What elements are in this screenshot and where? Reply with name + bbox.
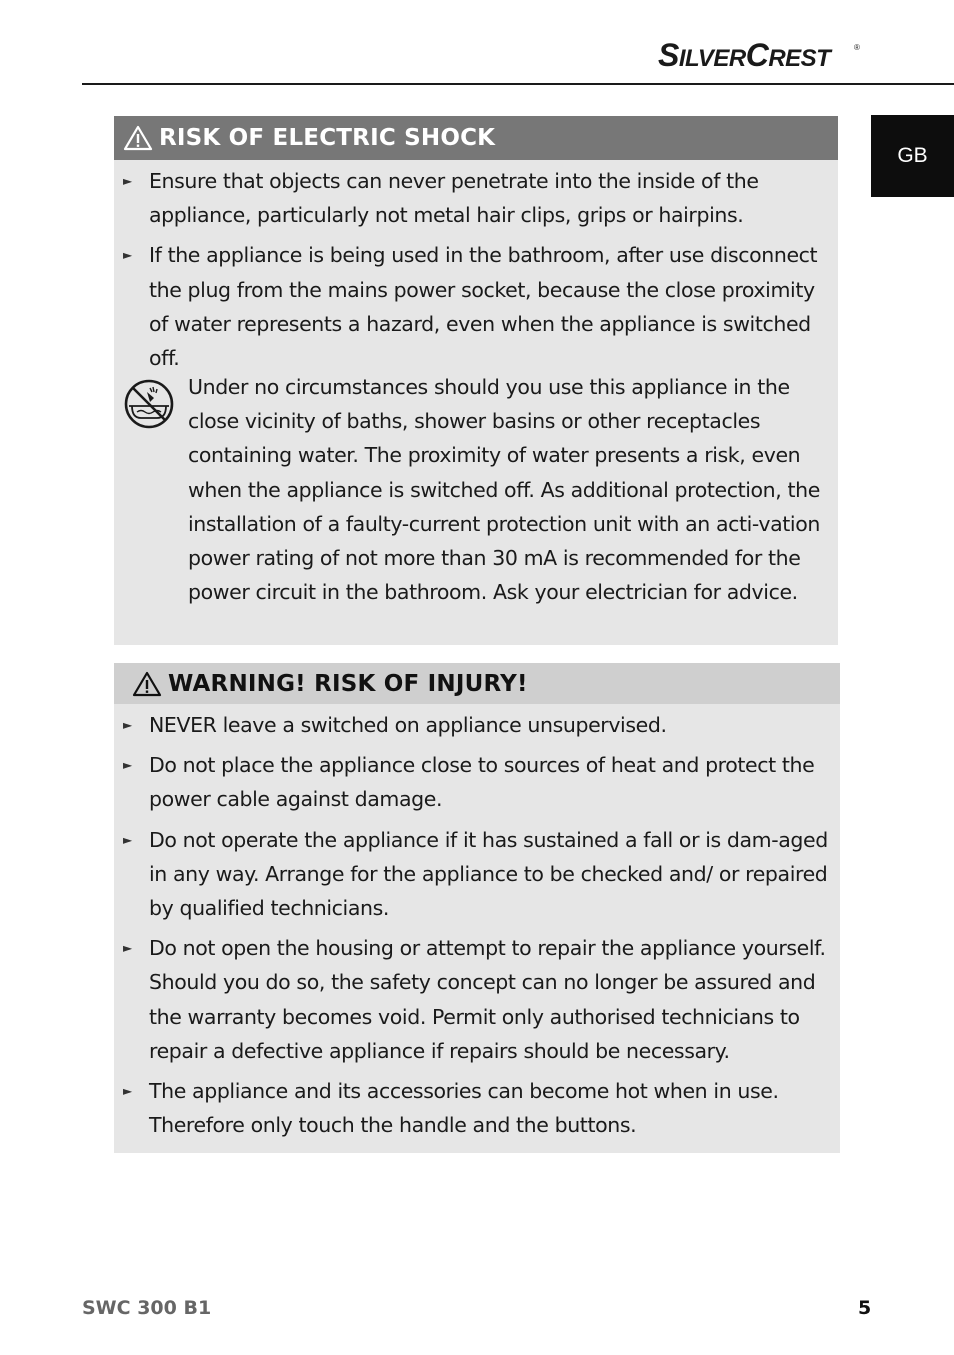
page-number: 5 <box>858 1297 872 1319</box>
electric-shock-header <box>114 116 838 160</box>
electric-shock-list <box>114 164 838 381</box>
electric-shock-panel <box>114 116 838 645</box>
arrow-bullet-icon: ► <box>123 248 132 263</box>
list-item <box>114 708 840 742</box>
injury-title: WARNING! RISK OF INJURY! <box>168 670 528 697</box>
list-item <box>114 748 840 816</box>
svg-text:SILVERCREST: SILVERCREST <box>658 37 831 73</box>
arrow-bullet-icon: ► <box>123 718 132 732</box>
warning-triangle-icon <box>132 671 162 697</box>
electric-shock-title: RISK OF ELECTRIC SHOCK <box>159 125 496 151</box>
footer-model-number: SWC 300 B1 <box>82 1297 212 1319</box>
list-item-text: Ensure that objects can never penetrate into the inside of the appliance, particularly not metal hair clips, grips or hairpins. <box>149 169 759 228</box>
list-item-text: The appliance and its accessories can become hot when in use. Therefore only touch the handle and the buttons. <box>149 1079 779 1138</box>
language-tab <box>871 115 954 197</box>
warning-triangle-icon <box>123 125 153 151</box>
arrow-bullet-icon: ► <box>123 1084 132 1099</box>
arrow-bullet-icon: ► <box>123 174 132 188</box>
svg-text:®: ® <box>854 43 860 52</box>
header-divider <box>82 83 954 85</box>
language-tab-label: GB <box>897 144 928 167</box>
silvercrest-logo <box>658 36 868 74</box>
list-item-text: NEVER leave a switched on appliance unsupervised. <box>149 713 667 737</box>
injury-panel <box>114 663 840 1153</box>
list-item-text: Do not place the appliance close to sources of heat and protect the power cable against damage. <box>149 753 815 812</box>
list-item <box>114 931 840 1068</box>
list-item-text: Do not open the housing or attempt to repair the appliance yourself. Should you do so, the safety concept can no longer be assured and the warranty becomes void. Permit only authorised technicians to repair a defective appliance if repairs should be necessary. <box>149 936 826 1063</box>
list-item <box>114 823 840 926</box>
list-item <box>114 238 838 375</box>
list-item-text: If the appliance is being used in the bathroom, after use disconnect the plug from the mains power socket, because the close proximity of water represents a hazard, even when the appliance is switched off. <box>149 243 818 371</box>
list-item-text: Do not operate the appliance if it has sustained a fall or is dam-aged in any way. Arrange for the appliance to be checked and/ or repaired by qualified technicians. <box>149 827 828 921</box>
injury-list <box>114 708 840 1148</box>
arrow-bullet-icon: ► <box>123 832 132 847</box>
list-item <box>114 164 838 232</box>
arrow-bullet-icon: ► <box>123 758 132 773</box>
water-warning-text: Under no circumstances should you use this appliance in the close vicinity of baths, shower basins or other receptacles containing water. The proximity of water presents a risk, even when the appliance is switched off. As additional protection, the installation of a faulty-current protection unit with an acti-vation power rating of not more than 30 mA is recommended for the power circuit in the bathroom. Ask your electrician for advice. <box>188 375 820 605</box>
arrow-bullet-icon: ► <box>123 941 132 956</box>
no-use-near-water-icon <box>123 378 175 430</box>
injury-header <box>114 663 840 704</box>
list-item <box>114 1074 840 1142</box>
